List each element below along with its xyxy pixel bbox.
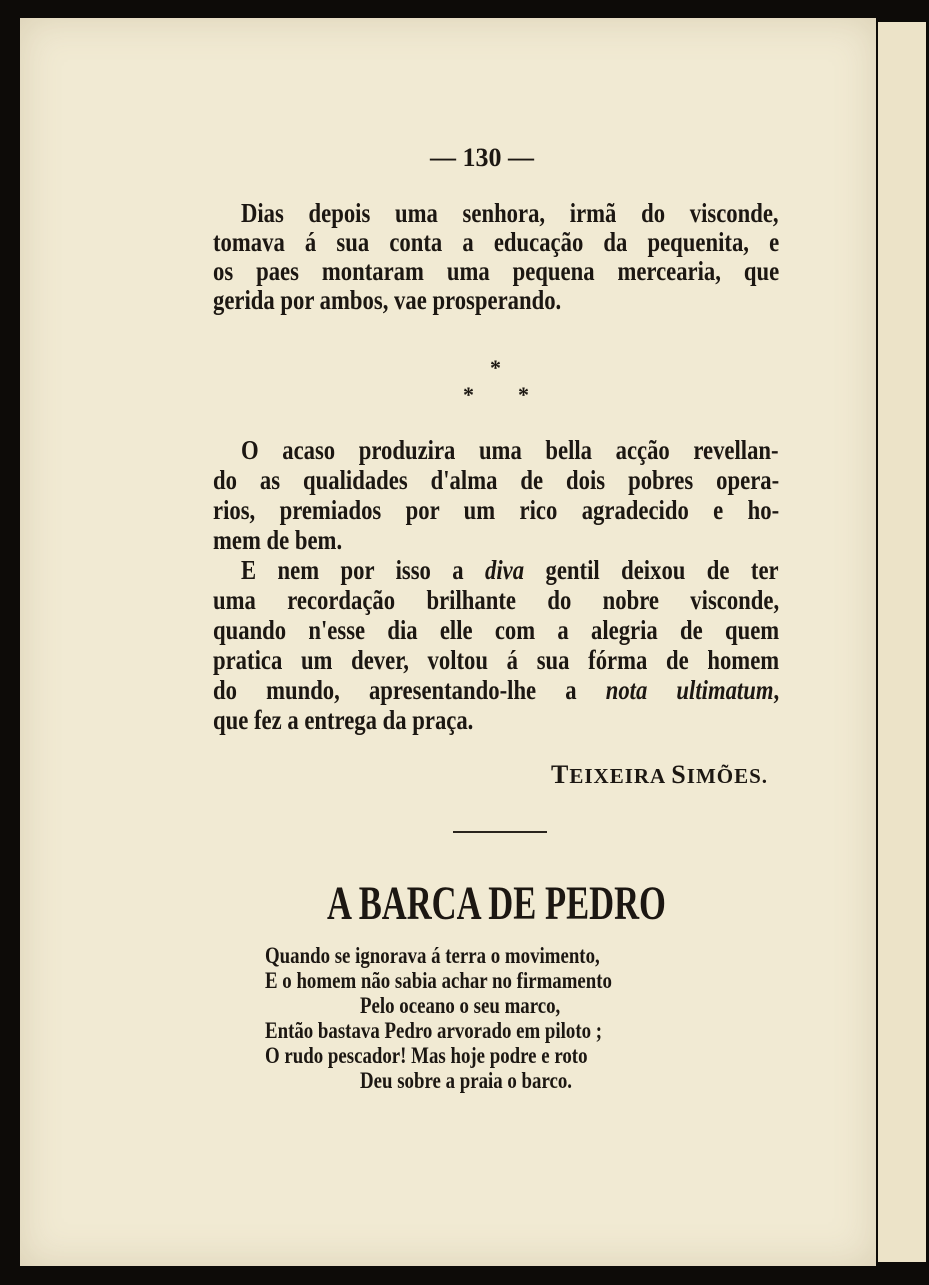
text-line: mem de bem. — [213, 525, 343, 555]
text-line: os paes montaram uma pequena mercearia, que — [213, 256, 780, 286]
italic-diva: diva — [485, 555, 525, 585]
text-line: gerida por ambos, vae prosperando. — [213, 285, 562, 315]
italic-nota-ultimatum: nota ultimatum — [605, 675, 774, 705]
page-number: — 130 — — [430, 143, 534, 172]
adjacent-page-edge — [878, 22, 926, 1262]
text-line: O acaso produzira uma bella acção revellan- — [241, 435, 779, 465]
asterism-star: * — [490, 355, 501, 380]
author-signature: TEIXEIRA SIMÕES. — [551, 760, 769, 789]
poem-line: Quando se ignorava á terra o movimento, — [265, 943, 600, 968]
poem-line: E o homem não sabia achar no firmamento — [265, 968, 612, 993]
asterism-star: * — [518, 382, 529, 407]
text-line: tomava á sua conta a educação da pequenita, e — [213, 227, 780, 257]
text-line: rios, premiados por um rico agradecido e ho- — [213, 495, 780, 525]
text-line: do as qualidades d'alma de dois pobres opera- — [213, 465, 780, 495]
text-line: que fez a entrega da praça. — [213, 705, 474, 735]
poem-line: Então bastava Pedro arvorado em piloto ; — [265, 1018, 603, 1043]
text-line: Dias depois uma senhora, irmã do visconde, — [241, 198, 779, 228]
poem-line: O rudo pescador! Mas hoje podre e roto — [265, 1043, 588, 1068]
text-line: uma recordação brilhante do nobre visconde, — [213, 585, 780, 615]
poem-title: A BARCA DE PEDRO — [327, 877, 666, 930]
section-divider — [453, 831, 547, 833]
text-line: pratica um dever, voltou á sua fórma de homem — [213, 645, 780, 675]
text-line: quando n'esse dia elle com a alegria de quem — [213, 615, 780, 645]
asterism-star: * — [463, 382, 474, 407]
poem-line: Pelo oceano o seu marco, — [360, 993, 561, 1018]
text-line: do mundo, apresentando-lhe a nota ultimatum, — [213, 675, 780, 705]
poem-line: Deu sobre a praia o barco. — [360, 1068, 573, 1093]
text-line: E nem por isso a diva gentil deixou de ter — [241, 555, 779, 585]
